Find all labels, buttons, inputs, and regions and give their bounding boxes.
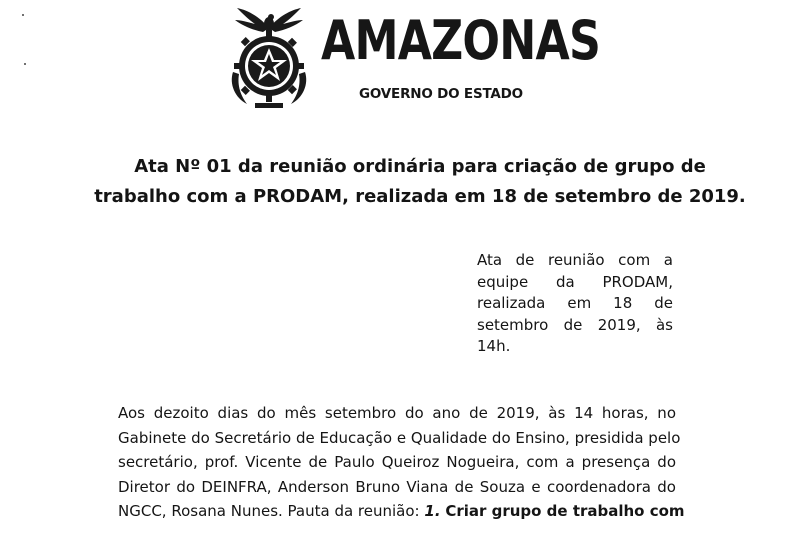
summary-line: setembro de 2019, às	[477, 315, 673, 334]
body-line-agenda	[118, 499, 685, 524]
body-line: Gabinete do Secretário de Educação e Qualidade do Ensino, presidida pelo	[118, 428, 681, 447]
body-line: secretário, prof. Vicente de Paulo Queiroz Nogueira, com a presença do	[118, 453, 676, 471]
brand-wordmark: AMAZONAS	[321, 9, 601, 72]
document-title	[90, 152, 750, 212]
agenda-item-number: 1.	[424, 502, 441, 520]
summary-block	[477, 250, 673, 358]
body-line: Aos dezoito dias do mês setembro do ano de 2019, às 14 horas, no	[118, 404, 676, 422]
amazonas-coat-of-arms-icon	[225, 2, 313, 110]
letterhead	[225, 2, 601, 112]
document-title-line: trabalho com a PRODAM, realizada em 18 de setembro de 2019.	[94, 186, 746, 207]
minutes-body	[118, 401, 685, 524]
scan-speck	[24, 63, 26, 65]
body-line: Diretor do DEINFRA, Anderson Bruno Viana de Souza e coordenadora do	[118, 477, 676, 496]
summary-line: 14h.	[477, 337, 511, 355]
summary-line: equipe da PRODAM,	[477, 272, 673, 291]
brand-subtitle: GOVERNO DO ESTADO	[359, 86, 523, 102]
document-title-line: Ata Nº 01 da reunião ordinária para criação de grupo de	[134, 156, 706, 177]
summary-line: realizada em 18 de	[477, 294, 673, 312]
agenda-item-text: Criar grupo de trabalho com	[445, 502, 685, 520]
summary-line: Ata de reunião com a	[477, 251, 673, 269]
scan-speck	[22, 14, 24, 16]
agenda-intro: NGCC, Rosana Nunes. Pauta da reunião:	[118, 502, 420, 520]
